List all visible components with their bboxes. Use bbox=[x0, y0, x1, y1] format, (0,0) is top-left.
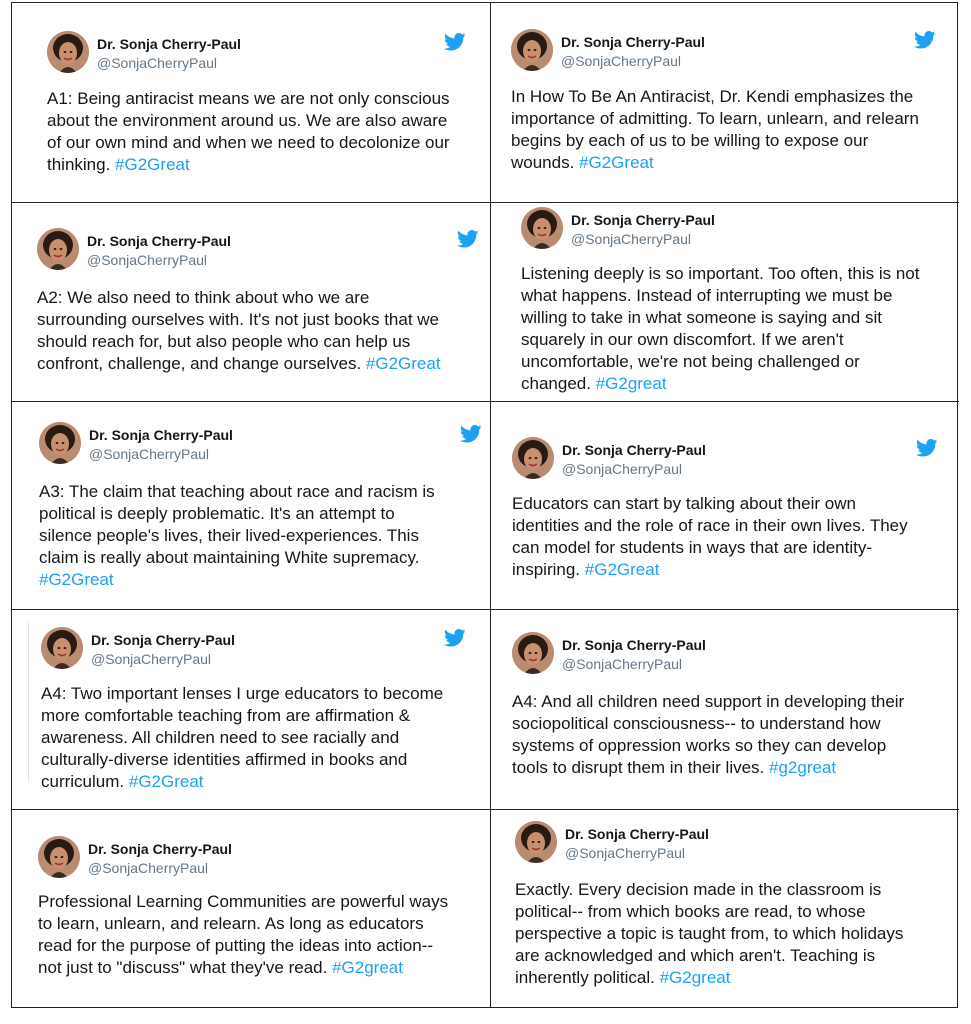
tweet-text-segment: not just to "discuss" what they've read. bbox=[38, 958, 333, 977]
row-divider-4 bbox=[12, 809, 959, 810]
tweet-text-line bbox=[512, 735, 904, 757]
tweet-text-line bbox=[39, 547, 435, 569]
avatar[interactable] bbox=[37, 228, 79, 270]
tweet-text-line bbox=[38, 957, 448, 979]
tweet-text-segment: silence people's lives, their lived-experiences. This bbox=[39, 526, 419, 545]
author-name[interactable]: Dr. Sonja Cherry-Paul bbox=[562, 637, 706, 653]
tweet-text-segment: inherently political. bbox=[515, 968, 660, 987]
tweet-text-line bbox=[515, 967, 903, 989]
tweet-text-segment: read for the purpose of putting the ideas into action-- bbox=[38, 936, 434, 955]
tweet-text-segment: culturally-diverse identities affirmed in books and bbox=[41, 750, 408, 769]
tweet-text-line bbox=[512, 757, 904, 779]
tweet-text bbox=[512, 493, 908, 581]
tweet-text-segment: should reach for, but also people who can help us bbox=[37, 332, 411, 351]
tweet-text-segment: Listening deeply is so important. Too often, this is not bbox=[521, 264, 920, 283]
tweet-text-line bbox=[39, 481, 435, 503]
tweet-text-line bbox=[41, 727, 443, 749]
tweet-text-line bbox=[512, 537, 908, 559]
row-divider-2 bbox=[12, 401, 959, 402]
tweet-text bbox=[511, 86, 919, 174]
avatar[interactable] bbox=[47, 31, 89, 73]
tweet-text-line bbox=[38, 913, 448, 935]
avatar[interactable] bbox=[38, 836, 80, 878]
hashtag-link[interactable]: #G2great bbox=[659, 968, 731, 987]
tweet-text-line bbox=[511, 130, 919, 152]
tweet-text-line bbox=[47, 154, 450, 176]
avatar[interactable] bbox=[39, 422, 81, 464]
tweet-text-line bbox=[37, 287, 441, 309]
author-name[interactable]: Dr. Sonja Cherry-Paul bbox=[562, 442, 706, 458]
author-handle[interactable]: @SonjaCherryPaul bbox=[565, 845, 686, 861]
tweet-text-segment: surrounding ourselves with. It's not just books that we bbox=[37, 310, 440, 329]
author-name[interactable]: Dr. Sonja Cherry-Paul bbox=[89, 427, 233, 443]
tweet-text-line bbox=[47, 132, 450, 154]
tweet-text-segment: wounds. bbox=[511, 153, 580, 172]
tweet-text-line bbox=[521, 373, 919, 395]
quote-separator bbox=[28, 622, 29, 782]
tweet-text-segment: Professional Learning Communities are powerful ways bbox=[38, 892, 449, 911]
twitter-bird-icon[interactable] bbox=[444, 33, 466, 51]
tweet-text-segment: A3: The claim that teaching about race and racism is bbox=[39, 482, 435, 501]
tweet-text-line bbox=[515, 923, 903, 945]
hashtag-link[interactable]: #G2Great bbox=[39, 570, 114, 589]
tweet-text-line bbox=[521, 263, 919, 285]
tweet-text-segment: A2: We also need to think about who we are bbox=[37, 288, 370, 307]
column-divider bbox=[490, 3, 491, 1007]
author-name[interactable]: Dr. Sonja Cherry-Paul bbox=[91, 632, 235, 648]
twitter-bird-icon[interactable] bbox=[914, 31, 936, 49]
twitter-bird-icon[interactable] bbox=[457, 230, 479, 248]
author-name[interactable]: Dr. Sonja Cherry-Paul bbox=[565, 826, 709, 842]
tweet-text-line bbox=[37, 353, 441, 375]
tweet-text-segment: awareness. All children need to see racially and bbox=[41, 728, 400, 747]
tweet-text-segment: more comfortable teaching from are affirmation & bbox=[41, 706, 411, 725]
tweet-text-line bbox=[41, 749, 443, 771]
author-handle[interactable]: @SonjaCherryPaul bbox=[561, 53, 682, 69]
tweet-text bbox=[41, 683, 443, 793]
tweet-text-segment: Educators can start by talking about their own bbox=[512, 494, 856, 513]
tweet-text bbox=[521, 263, 919, 395]
author-handle[interactable]: @SonjaCherryPaul bbox=[97, 55, 218, 71]
author-handle[interactable]: @SonjaCherryPaul bbox=[562, 461, 683, 477]
tweet-text-segment: squarely in our own discomfort. If we aren't bbox=[521, 330, 844, 349]
tweet-text-line bbox=[521, 285, 919, 307]
tweet-text-segment: what happens. Instead of interrupting we must be bbox=[521, 286, 893, 305]
hashtag-link[interactable]: #g2great bbox=[769, 758, 837, 777]
tweet-text-line bbox=[41, 705, 443, 727]
tweet-text-line bbox=[39, 525, 435, 547]
tweet-text-line bbox=[511, 152, 919, 174]
avatar[interactable] bbox=[512, 437, 554, 479]
row-divider-3 bbox=[12, 609, 959, 610]
author-name[interactable]: Dr. Sonja Cherry-Paul bbox=[561, 34, 705, 50]
author-handle[interactable]: @SonjaCherryPaul bbox=[87, 252, 208, 268]
twitter-bird-icon[interactable] bbox=[444, 629, 466, 647]
tweet-text-segment: identities and the role of race in their own lives. They bbox=[512, 516, 908, 535]
author-handle[interactable]: @SonjaCherryPaul bbox=[91, 651, 212, 667]
author-name[interactable]: Dr. Sonja Cherry-Paul bbox=[88, 841, 232, 857]
tweet-text-segment: sociopolitical consciousness-- to understand how bbox=[512, 714, 881, 733]
avatar[interactable] bbox=[511, 29, 553, 71]
row-divider-right-1 bbox=[490, 202, 959, 203]
author-name[interactable]: Dr. Sonja Cherry-Paul bbox=[87, 233, 231, 249]
tweet-text-segment: A4: And all children need support in developing their bbox=[512, 692, 905, 711]
tweet-text-line bbox=[512, 691, 904, 713]
tweet-text-line bbox=[515, 901, 903, 923]
tweet-text-line bbox=[39, 503, 435, 525]
tweet-text-segment: claim is really about maintaining White supremacy. bbox=[39, 548, 420, 567]
tweet-text-segment: curriculum. bbox=[41, 772, 129, 791]
tweet-text-line bbox=[41, 683, 443, 705]
avatar[interactable] bbox=[512, 632, 554, 674]
tweet-text-segment: willing to take in what someone is saying and sit bbox=[521, 308, 882, 327]
tweet-text-segment: thinking. bbox=[47, 155, 116, 174]
tweet-text-line bbox=[37, 331, 441, 353]
row-divider-left-1 bbox=[12, 202, 490, 203]
tweet-text bbox=[37, 287, 441, 375]
tweet-text-segment: political is deeply problematic. It's an attempt to bbox=[39, 504, 395, 523]
tweet-text-line bbox=[515, 879, 903, 901]
hashtag-link[interactable]: #G2Great bbox=[115, 155, 190, 174]
tweet-text-line bbox=[512, 713, 904, 735]
tweet-text-segment: A4: Two important lenses I urge educators to become bbox=[41, 684, 444, 703]
tweet-text-line bbox=[47, 110, 450, 132]
tweet-text-line bbox=[37, 309, 441, 331]
tweet-text bbox=[47, 88, 450, 176]
tweet-text-segment: perspective a topic is taught from, to which holidays bbox=[515, 924, 904, 943]
tweet-text bbox=[512, 691, 904, 779]
tweet-text-segment: to learn, unlearn, and relearn. As long as educators bbox=[38, 914, 424, 933]
twitter-bird-icon[interactable] bbox=[460, 425, 482, 443]
tweet-text-segment: In How To Be An Antiracist, Dr. Kendi emphasizes the bbox=[511, 87, 914, 106]
tweet-text-segment: of our own mind and when we need to decolonize our bbox=[47, 133, 450, 152]
tweet-text-segment: begins by each of us to be willing to expose our bbox=[511, 131, 869, 150]
tweet-text bbox=[515, 879, 903, 989]
author-handle[interactable]: @SonjaCherryPaul bbox=[88, 860, 209, 876]
hashtag-link[interactable]: #G2great bbox=[595, 374, 667, 393]
hashtag-link[interactable]: #G2great bbox=[332, 958, 403, 977]
tweet-text-line bbox=[521, 307, 919, 329]
tweet-text bbox=[39, 481, 435, 591]
hashtag-link[interactable]: #G2Great bbox=[579, 153, 654, 172]
avatar[interactable] bbox=[41, 627, 83, 669]
author-name[interactable]: Dr. Sonja Cherry-Paul bbox=[97, 36, 241, 52]
tweet-text-line bbox=[521, 329, 919, 351]
tweet-text-segment: importance of admitting. To learn, unlearn, and relearn bbox=[511, 109, 919, 128]
tweet-text bbox=[38, 891, 448, 979]
hashtag-link[interactable]: #G2Great bbox=[584, 560, 660, 579]
tweet-text-line bbox=[512, 515, 908, 537]
tweet-text-segment: about the environment around us. We are also aware bbox=[47, 111, 448, 130]
twitter-bird-icon[interactable] bbox=[916, 439, 938, 457]
tweet-text-segment: inspiring. bbox=[512, 560, 585, 579]
tweet-text-segment: can model for students in ways that are identity- bbox=[512, 538, 873, 557]
tweet-text-segment: uncomfortable, we're not being challenged or bbox=[521, 352, 860, 371]
tweet-text-line bbox=[512, 559, 908, 581]
tweet-text-segment: are acknowledged and which aren't. Teaching is bbox=[515, 946, 876, 965]
tweet-text-line bbox=[511, 108, 919, 130]
hashtag-link[interactable]: #G2Great bbox=[128, 772, 204, 791]
tweet-text-segment: systems of oppression works so they can develop bbox=[512, 736, 887, 755]
avatar[interactable] bbox=[521, 207, 563, 249]
tweet-text-line bbox=[47, 88, 450, 110]
author-handle[interactable]: @SonjaCherryPaul bbox=[571, 231, 692, 247]
tweet-text-line bbox=[515, 945, 903, 967]
tweet-text-line bbox=[38, 935, 448, 957]
tweet-text-segment: Exactly. Every decision made in the classroom is bbox=[515, 880, 882, 899]
tweet-text-segment: A1: Being antiracist means we are not only conscious bbox=[47, 89, 450, 108]
tweet-text-segment: confront, challenge, and change ourselves. bbox=[37, 354, 366, 373]
avatar[interactable] bbox=[515, 821, 557, 863]
author-handle[interactable]: @SonjaCherryPaul bbox=[562, 656, 683, 672]
tweet-text-line bbox=[41, 771, 443, 793]
tweet-text-segment: changed. bbox=[521, 374, 596, 393]
tweet-text-line bbox=[512, 493, 908, 515]
tweet-text-line bbox=[521, 351, 919, 373]
hashtag-link[interactable]: #G2Great bbox=[365, 354, 441, 373]
tweet-text-line bbox=[511, 86, 919, 108]
tweet-text-line bbox=[38, 891, 448, 913]
author-name[interactable]: Dr. Sonja Cherry-Paul bbox=[571, 212, 715, 228]
tweet-text-line bbox=[39, 569, 435, 591]
tweet-text-segment: political-- from which books are read, to whose bbox=[515, 902, 866, 921]
tweet-text-segment: tools to disrupt them in their lives. bbox=[512, 758, 770, 777]
author-handle[interactable]: @SonjaCherryPaul bbox=[89, 446, 210, 462]
